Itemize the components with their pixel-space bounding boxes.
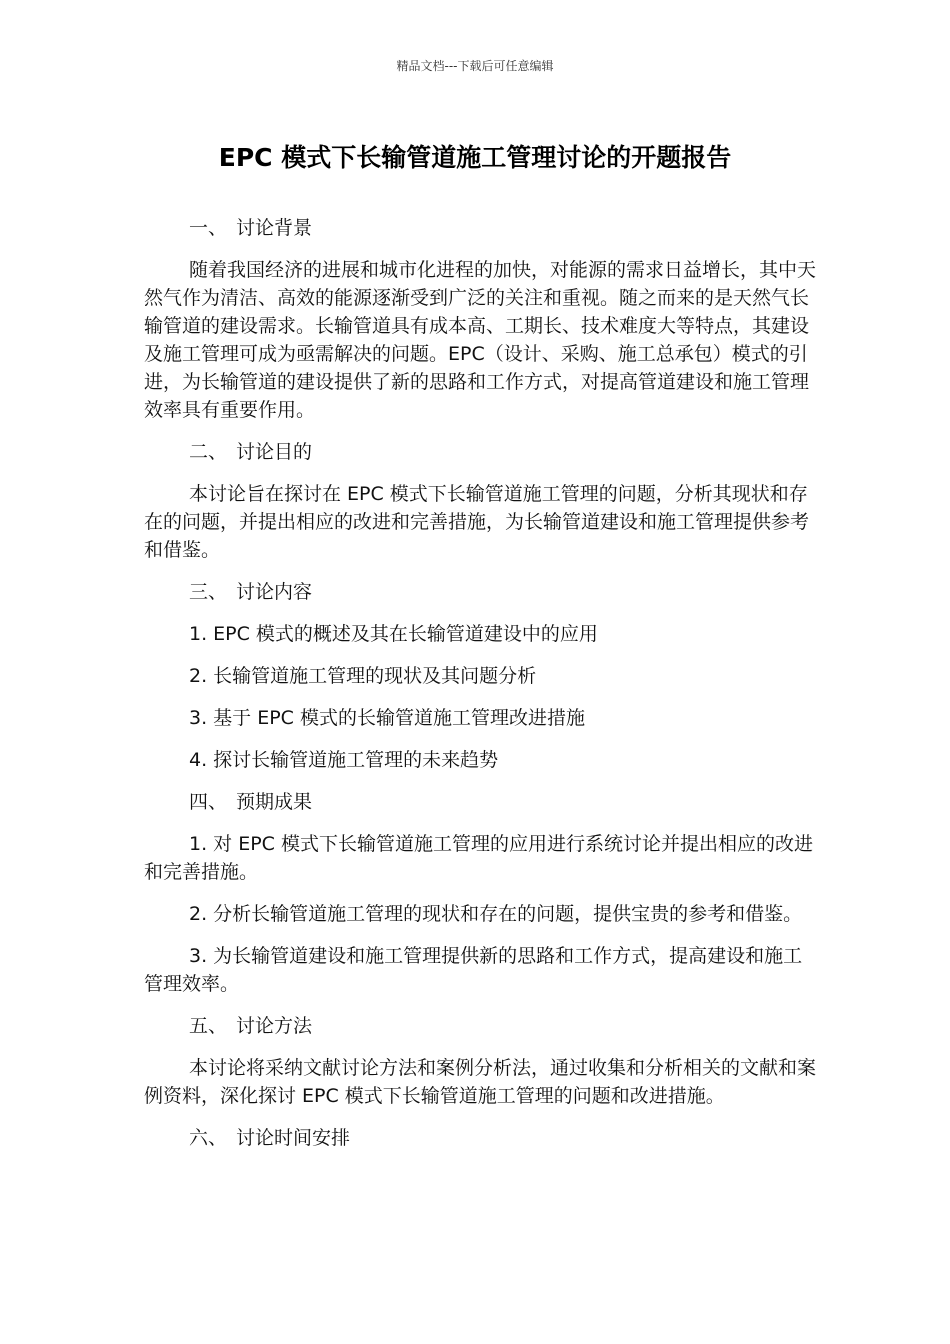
background-paragraph: 随着我国经济的进展和城市化进程的加快，对能源的需求日益增长，其中天然气作为清洁、高效的能源逐渐受到广泛的关注和重视。随之而来的是天然气长输管道的建设需求。长输管道具有成本高、工期长、技术难度大等特点，其建设及施工管理可成为亟需解决的问题。EPC（设计、采购、施工总承包）模式的引进，为长输管道的建设提供了新的思路和工作方式，对提高管道建设和施工管理效率具有重要作用。 [144,259,817,421]
section-title: 讨论目的 [236,441,313,463]
section-number: 三、 [189,581,228,603]
section-title: 讨论时间安排 [236,1127,351,1149]
section-number: 一、 [189,217,228,239]
section-number: 四、 [189,791,228,813]
outcome-item: 3. 为长输管道建设和施工管理提供新的思路和工作方式，提高建设和施工管理效率。 [144,945,803,995]
document-title: EPC 模式下长输管道施工管理讨论的开题报告 [218,143,732,172]
purpose-paragraph: 本讨论旨在探讨在 EPC 模式下长输管道施工管理的问题，分析其现状和存在的问题，并提出相应的改进和完善措施，为长输管道建设和施工管理提供参考和借鉴。 [144,483,810,561]
section-heading-schedule [144,1124,816,1152]
section-title: 预期成果 [236,791,313,813]
section-heading-content [144,578,816,606]
section-title: 讨论背景 [236,217,313,239]
section-heading-outcomes [144,788,816,816]
content-list-item: 3. 基于 EPC 模式的长输管道施工管理改进措施 [189,707,585,729]
method-paragraph: 本讨论将采纳文献讨论方法和案例分析法，通过收集和分析相关的文献和案例资料，深化探讨 EPC 模式下长输管道施工管理的问题和改进措施。 [144,1057,817,1107]
section-number: 六、 [189,1127,228,1149]
section-heading-purpose [144,438,816,466]
outcome-item: 1. 对 EPC 模式下长输管道施工管理的应用进行系统讨论并提出相应的改进和完善措施。 [144,833,813,883]
content-list-item: 4. 探讨长输管道施工管理的未来趋势 [189,749,499,771]
header-note: 精品文档---下载后可任意编辑 [396,59,554,73]
document-body [144,214,816,1166]
section-number: 二、 [189,441,228,463]
content-list-item: 1. EPC 模式的概述及其在长输管道建设中的应用 [189,623,598,645]
section-title: 讨论内容 [236,581,313,603]
section-heading-background [144,214,816,242]
section-heading-method [144,1012,816,1040]
content-list-item: 2. 长输管道施工管理的现状及其问题分析 [189,665,537,687]
section-title: 讨论方法 [236,1015,313,1037]
section-number: 五、 [189,1015,228,1037]
outcome-item: 2. 分析长输管道施工管理的现状和存在的问题，提供宝贵的参考和借鉴。 [189,903,803,925]
